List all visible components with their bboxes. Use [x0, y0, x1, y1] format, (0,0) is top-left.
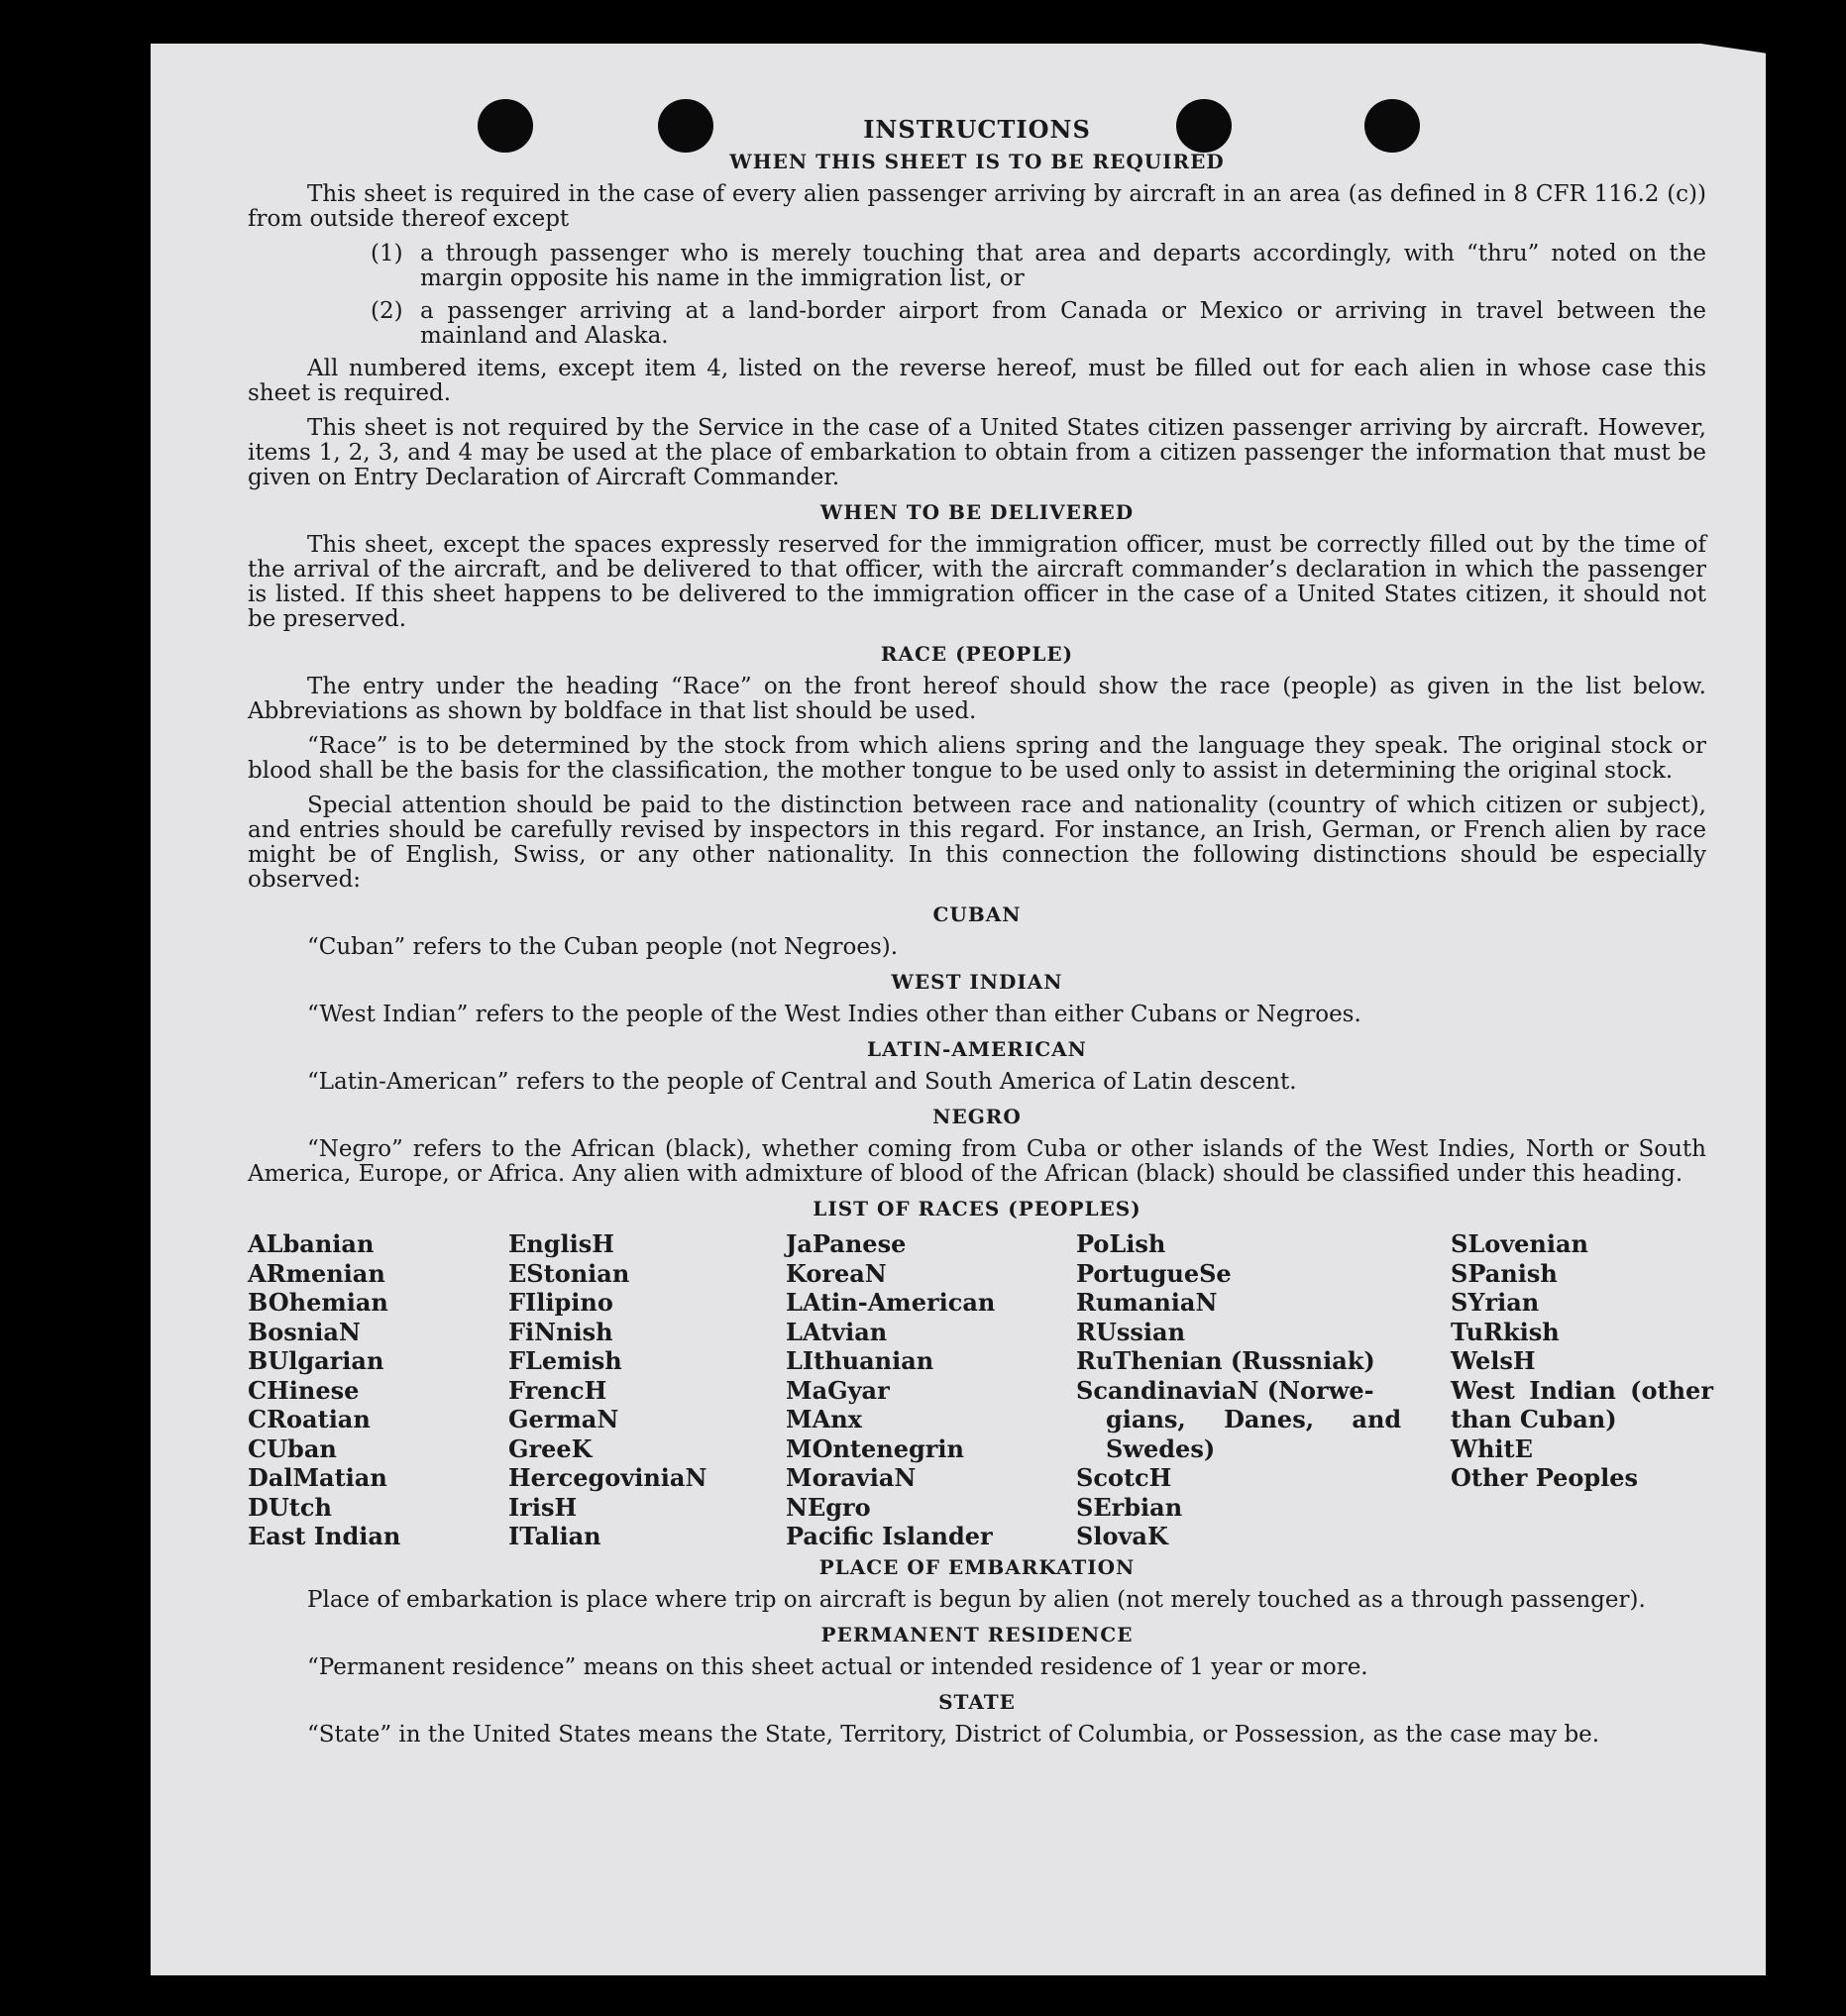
section-heading: PLACE OF EMBARKATION [818, 1554, 1136, 1579]
race-item: ARmenian [248, 1258, 385, 1288]
exception-item [371, 242, 1706, 291]
page-title: INSTRUCTIONS [863, 115, 1091, 144]
paragraph: “West Indian” refers to the people of the West Indies other than either Cubans or Negroes. [307, 1002, 1361, 1027]
paragraph: “Race” is to be determined by the stock from which aliens spring and the language they speak. The original stock or blood shall be the basis for the classification, the mother tongue to be used only to assist in determining the original stock. [248, 733, 1706, 784]
race-item: LAtin-American [786, 1288, 996, 1317]
race-item: FrencH [508, 1375, 607, 1405]
race-item: IrisH [508, 1492, 578, 1522]
race-item: TuRkish [1451, 1317, 1560, 1346]
paragraph: “Negro” refers to the African (black), whether coming from Cuba or other islands of the West Indies, North or South America, Europe, or Africa. Any alien with admixture of blood of the African (black) should be classified under this heading. [248, 1136, 1706, 1187]
race-item-continued: Swedes) [1106, 1433, 1216, 1463]
item-number: (2) [371, 298, 403, 324]
race-item: WelsH [1451, 1346, 1536, 1375]
instructions-body [248, 115, 1713, 1757]
paragraph: “Cuban” refers to the Cuban people (not Negroes). [307, 934, 899, 960]
race-item: West Indian (other [1451, 1375, 1713, 1405]
race-item: DalMatian [248, 1463, 387, 1492]
race-item: CHinese [248, 1375, 360, 1405]
race-item: SlovaK [1076, 1522, 1168, 1550]
section-heading: NEGRO [932, 1105, 1022, 1128]
section-heading: LIST OF RACES (PEOPLES) [813, 1197, 1141, 1220]
race-column-5 [1451, 1229, 1713, 1551]
paragraph: This sheet is required in the case of every alien passenger arriving by aircraft in an area (as defined in 8 CFR 116.2 (c)) from outside thereof except [248, 181, 1706, 232]
race-item: ALbanian [248, 1229, 375, 1258]
section-heading: PERMANENT RESIDENCE [820, 1622, 1134, 1646]
race-item: JaPanese [786, 1229, 907, 1258]
section-heading: STATE [938, 1689, 1016, 1714]
race-item-continued: than Cuban) [1451, 1405, 1617, 1433]
section-heading: WHEN THIS SHEET IS TO BE REQUIRED [729, 150, 1225, 173]
race-item: CUban [248, 1433, 337, 1463]
race-item: SLovenian [1451, 1229, 1588, 1258]
race-item: Pacific Islander [786, 1522, 993, 1550]
race-column-3 [786, 1229, 1076, 1551]
race-item: HercegoviniaN [508, 1463, 707, 1492]
paragraph: Place of embarkation is place where trip on aircraft is begun by alien (not merely touched as a through passenger). [307, 1586, 1646, 1613]
race-item: BosniaN [248, 1317, 361, 1346]
race-item: MOntenegrin [786, 1433, 964, 1463]
paragraph: “Permanent residence” means on this sheet actual or intended residence of 1 year or more. [307, 1653, 1368, 1680]
race-item: ScotcH [1076, 1463, 1172, 1492]
race-item: KoreaN [786, 1258, 887, 1288]
section-heading: WEST INDIAN [891, 970, 1063, 994]
race-item: SPanish [1451, 1258, 1558, 1288]
race-item: GermaN [508, 1405, 619, 1433]
race-column-4 [1076, 1229, 1451, 1551]
paragraph: This sheet, except the spaces expressly reserved for the immigration officer, must be correctly filled out by the time of the arrival of the aircraft, and be delivered to that officer, with the aircraft commander’s declaration in which the passenger is listed. If this sheet happens to be delivered to the immigration officer in the case of a United States citizen, it should not be preserved. [248, 532, 1706, 632]
race-item: NEgro [786, 1492, 871, 1522]
race-column-1 [248, 1229, 508, 1551]
race-item: FiNnish [508, 1317, 613, 1346]
race-item: SErbian [1076, 1492, 1183, 1522]
race-item: MaGyar [786, 1375, 890, 1405]
paragraph: “Latin-American” refers to the people of Central and South America of Latin descent. [307, 1069, 1297, 1095]
race-list [248, 1229, 1713, 1551]
race-item-continued: gians, Danes, and [1106, 1405, 1402, 1433]
race-item: LIthuanian [786, 1346, 934, 1375]
item-number: (1) [371, 241, 403, 266]
race-item: RumaniaN [1076, 1288, 1218, 1317]
race-item: BOhemian [248, 1288, 388, 1317]
race-item: ITalian [508, 1522, 601, 1550]
paragraph: Special attention should be paid to the distinction between race and nationality (country of which citizen or subject), and entries should be carefully revised by inspectors in this regard. For instance, an Irish, German, or French alien by race might be of English, Swiss, or any other nationality. In this connection the following distinctions should be especially observed: [248, 793, 1706, 893]
race-item: CRoatian [248, 1405, 371, 1433]
race-item: MoraviaN [786, 1463, 917, 1492]
race-item: East Indian [248, 1522, 401, 1550]
race-item: EnglisH [508, 1229, 614, 1258]
paragraph: This sheet is not required by the Service in the case of a United States citizen passenger arriving by aircraft. However, items 1, 2, 3, and 4 may be used at the place of embarkation to obtain from a citizen passenger the information that must be given on Entry Declaration of Aircraft Commander. [248, 415, 1706, 490]
race-item: Other Peoples [1451, 1463, 1639, 1492]
race-item: DUtch [248, 1492, 332, 1522]
race-item: EStonian [508, 1258, 630, 1288]
race-item: PoLish [1076, 1229, 1166, 1258]
paragraph: The entry under the heading “Race” on the front hereof should show the race (people) as given in the list below. Abbreviations as shown by boldface in that list should be used. [248, 674, 1706, 724]
race-item: PortugueSe [1076, 1258, 1232, 1288]
race-item: RUssian [1076, 1317, 1186, 1346]
item-text: a passenger arriving at a land-border airport from Canada or Mexico or arriving in travel between the mainland and Alaska. [420, 298, 1706, 349]
race-item: FIlipino [508, 1288, 613, 1317]
section-heading: LATIN-AMERICAN [867, 1037, 1087, 1061]
item-text: a through passenger who is merely touching that area and departs accordingly, with “thru” noted on the margin opposite his name in the immigration list, or [420, 241, 1706, 291]
race-item: WhitE [1451, 1433, 1533, 1463]
section-heading: CUBAN [932, 902, 1022, 926]
race-column-2 [508, 1229, 786, 1551]
race-item: BUlgarian [248, 1346, 384, 1375]
race-item: ScandinaviaN (Norwe- [1076, 1375, 1374, 1405]
section-heading: RACE (PEOPLE) [880, 642, 1074, 666]
race-item: GreeK [508, 1433, 593, 1463]
race-item: FLemish [508, 1346, 622, 1375]
race-item: SYrian [1451, 1288, 1540, 1317]
paragraph: All numbered items, except item 4, listed on the reverse hereof, must be filled out for each alien in whose case this sheet is required. [248, 356, 1706, 406]
paragraph: “State” in the United States means the State, Territory, District of Columbia, or Possession, as the case may be. [307, 1721, 1600, 1748]
exception-item [371, 299, 1706, 349]
race-item: RuThenian (Russniak) [1076, 1346, 1375, 1375]
race-item: MAnx [786, 1405, 862, 1433]
race-item: LAtvian [786, 1317, 888, 1346]
section-heading: WHEN TO BE DELIVERED [819, 500, 1135, 524]
